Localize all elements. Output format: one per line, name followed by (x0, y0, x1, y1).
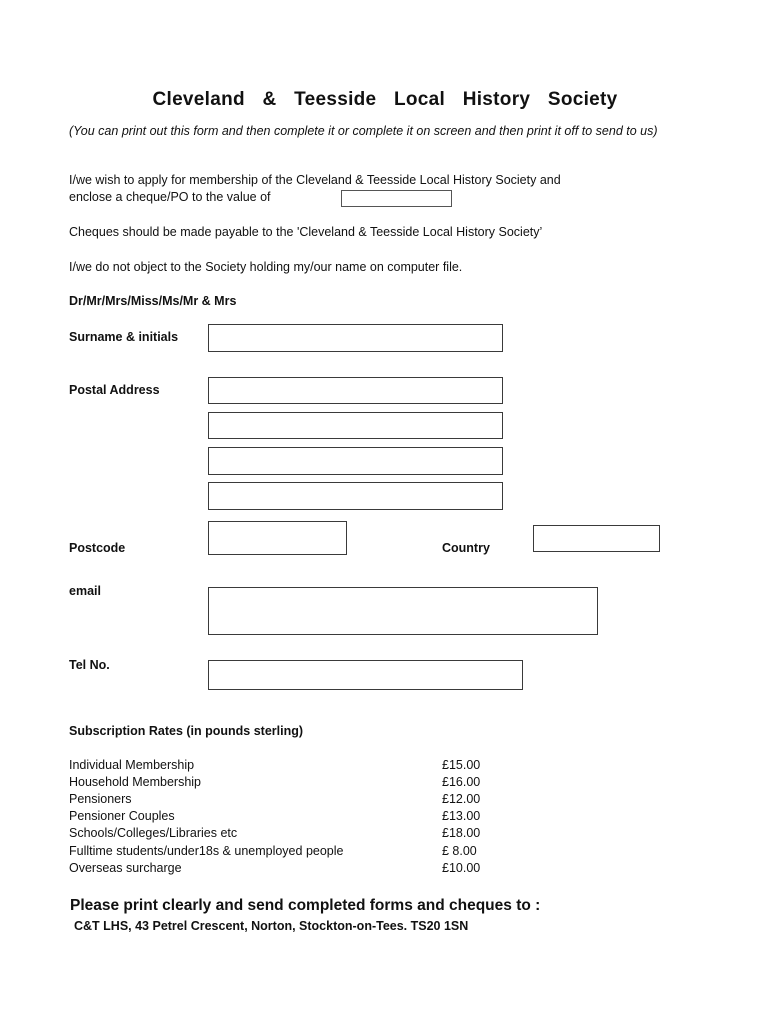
cheque-value-input[interactable] (341, 190, 452, 207)
rate-price: £18.00 (442, 826, 481, 840)
apply-line-2: enclose a cheque/PO to the value of (69, 190, 271, 204)
rate-name: Pensioners (69, 792, 132, 806)
rate-name: Household Membership (69, 775, 202, 789)
rate-price: £13.00 (442, 809, 481, 823)
rate-price: £ 8.00 (442, 844, 477, 858)
data-consent-text: I/we do not object to the Society holding my/our name on computer file. (69, 260, 463, 274)
tel-label: Tel No. (69, 658, 110, 672)
send-instructions-heading: Please print clearly and send completed forms and cheques to : (70, 897, 541, 914)
intro-note: (You can print out this form and then complete it or complete it on screen and then print it off to send to us) (69, 124, 658, 138)
tel-input[interactable] (208, 660, 523, 690)
rate-name: Fulltime students/under18s & unemployed people (69, 844, 344, 858)
title-options-label: Dr/Mr/Mrs/Miss/Ms/Mr & Mrs (69, 294, 237, 308)
rate-name: Schools/Colleges/Libraries etc (69, 826, 238, 840)
email-label: email (69, 584, 101, 598)
address-line-2-input[interactable] (208, 412, 503, 439)
rate-price: £10.00 (442, 861, 481, 875)
surname-label: Surname & initials (69, 330, 179, 344)
page-title: Cleveland & Teesside Local History Society (152, 89, 618, 110)
apply-line-1: I/we wish to apply for membership of the Cleveland & Teesside Local History Society and (69, 173, 561, 187)
rate-price: £12.00 (442, 792, 481, 806)
address-line-3-input[interactable] (208, 447, 503, 475)
rate-price: £15.00 (442, 758, 481, 772)
address-line-1-input[interactable] (208, 377, 503, 404)
surname-input[interactable] (208, 324, 503, 352)
cheques-payable-text: Cheques should be made payable to the 'Cleveland & Teesside Local History Society’ (69, 225, 543, 239)
email-input[interactable] (208, 587, 598, 635)
postcode-label: Postcode (69, 541, 126, 555)
postcode-input[interactable] (208, 521, 347, 555)
country-input[interactable] (533, 525, 660, 552)
address-line-4-input[interactable] (208, 482, 503, 510)
rate-name: Individual Membership (69, 758, 195, 772)
rate-price: £16.00 (442, 775, 481, 789)
rates-heading: Subscription Rates (in pounds sterling) (69, 724, 304, 738)
rate-name: Overseas surcharge (69, 861, 182, 875)
rate-name: Pensioner Couples (69, 809, 175, 823)
postal-address-text: C&T LHS, 43 Petrel Crescent, Norton, Stockton-on-Tees. TS20 1SN (74, 919, 469, 933)
postal-address-label: Postal Address (69, 383, 160, 397)
country-label: Country (442, 541, 490, 555)
